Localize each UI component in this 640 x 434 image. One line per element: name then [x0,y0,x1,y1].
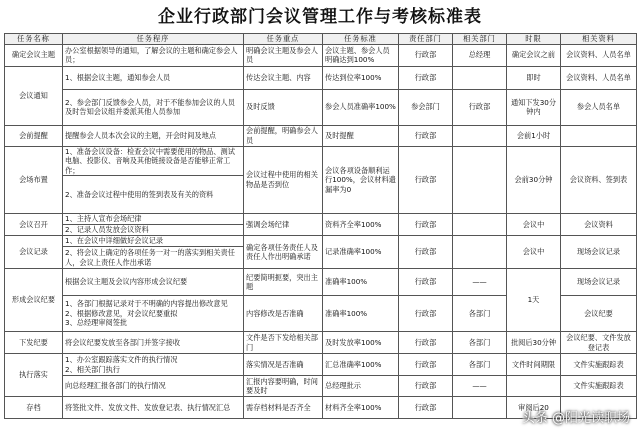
cell-key: 传达会议主题、内容 [244,66,323,89]
cell-standard: 及时发放率100% [323,332,399,354]
header-key-point: 任务重点 [244,34,323,45]
cell-procedure: 提醒参会人员本次会议的主题，开会时间及地点 [63,125,244,146]
table-row [5,214,637,225]
cell-procedure: 将签批文件、发放文件、发放登记表、执行情况汇总 [63,397,244,419]
cell-time: 即时 [507,66,561,89]
cell-related: 各部门 [453,332,507,354]
cell-procedure: 将会议纪要发放至各部门并签字接收 [63,332,244,354]
table-row [5,236,637,247]
cell-related [453,236,507,269]
cell-responsible: 行政部 [399,44,453,66]
cell-related [453,66,507,89]
page-title: 企业行政部门会议管理工作与考核标准表 [158,7,482,27]
cell-responsible: 行政部 [399,125,453,146]
cell-responsible: 参会部门 [399,89,453,125]
cell-procedure: 根据会议主题及会议内容形成会议纪要 [63,269,244,296]
cell-related: 各部门 [453,296,507,332]
cell-key: 文件是否下发给相关部门 [244,332,323,354]
cell-task: 存档 [5,397,63,419]
table-row [5,66,637,89]
cell-standard: 记录准确率100% [323,236,399,269]
table-row [5,269,637,296]
cell-responsible: 行政部 [399,146,453,214]
table-row [5,332,637,354]
table-row [5,146,637,176]
cell-procedure: 1、在会议中详细做好会议记录 [63,236,244,247]
cell-related: 各部门 [453,354,507,376]
cell-docs: 文件实施跟踪表 [561,354,637,376]
watermark: 头条 @阳光读职场 [521,411,630,426]
table-row [5,376,637,397]
cell-responsible: 行政部 [399,236,453,269]
header-task-name: 任务名称 [5,34,63,45]
cell-responsible: 行政部 [399,66,453,89]
cell-related [453,214,507,236]
cell-responsible: 行政部 [399,397,453,419]
cell-time: 会前1小时 [507,125,561,146]
cell-time: 审阅后20 [507,397,561,419]
cell-time: 会议中 [507,214,561,236]
cell-standard: 准确率100% [323,296,399,332]
procedure-line: 2、相关部门执行 [65,364,120,374]
cell-procedure: 向总经理汇报各部门的执行情况 [63,376,244,397]
cell-docs: 参会人员名单 [561,89,637,125]
cell-standard: 及时提醒 [323,125,399,146]
table-row [5,125,637,146]
cell-task: 会场布置 [5,146,63,214]
cell-related: 行政部 [453,89,507,125]
table-row [5,44,637,66]
cell-task: 会前提醒 [5,125,63,146]
cell-responsible: 行政部 [399,332,453,354]
cell-standard: 会议各项设备顺利运行100%，会议材料遗漏率为0 [323,146,399,214]
cell-docs [561,125,637,146]
cell-procedure: 2、记录人员发放会议资料 [63,225,244,236]
procedure-line: 2、根据修改意见，对会议纪要重拟 [65,308,178,318]
cell-key: 汇报内容要明确，时间要及时 [244,376,323,397]
cell-procedure: 1、根据会议主题，通知参会人员 [63,66,244,89]
table-row [5,354,637,376]
cell-time: 批阅后30分钟 [507,332,561,354]
cell-key: 需存档材料是否齐全 [244,397,323,419]
cell-key: 明确会议主题及参会人员 [244,44,323,66]
cell-docs: 文件实施跟踪表 [561,376,637,397]
cell-procedure: 2、参会部门反馈参会人员，对于不能参加会议的人员及时告知会议组并委派其他人员参加 [63,89,244,125]
cell-docs: 现场会议记录 [561,269,637,296]
cell-docs: 会议纪要 [561,296,637,332]
cell-responsible: 行政部 [399,296,453,332]
cell-procedure: 1、主持人宣布会场纪律 [63,214,244,225]
cell-time: 1天 [507,269,561,332]
cell-key: 强调会场纪律 [244,214,323,236]
cell-key: 确定各项任务责任人及责任人作出明确承诺 [244,236,323,269]
cell-procedure: 办公室根据领导的通知，了解会议的主题和确定参会人员； [63,44,244,66]
cell-related: 总经理 [453,44,507,66]
cell-standard: 材料齐全率100% [323,397,399,419]
cell-standard: 准确率100% [323,269,399,296]
cell-standard: 总经理批示 [323,376,399,397]
cell-related [453,397,507,419]
header-related: 相关部门 [453,34,507,45]
cell-procedure: 1、准备会议设备：检查会议中需要使用的物品、测试电脑、投影仪、音响及其他链接设备是否能够正常工作； [63,146,244,176]
cell-standard: 汇总准确率100% [323,354,399,376]
cell-related: —— [453,376,507,397]
cell-responsible: 行政部 [399,376,453,397]
cell-related [453,125,507,146]
cell-task: 会议召开 [5,214,63,236]
cell-related: —— [453,269,507,296]
cell-docs: 会议资料、人员名单 [561,44,637,66]
cell-time: 会议中 [507,236,561,269]
cell-standard: 参会人员准确率100% [323,89,399,125]
cell-task: 会议记录 [5,236,63,269]
cell-docs: 现场会议记录 [561,236,637,269]
header-standard: 任务标准 [323,34,399,45]
cell-responsible: 行政部 [399,269,453,296]
cell-time: 文件时间期限 [507,354,561,376]
cell-key: 落实情况是否准确 [244,354,323,376]
table-row [5,89,637,125]
cell-key: 纪要简明扼要，突出主题 [244,269,323,296]
cell-related [453,146,507,214]
cell-responsible: 行政部 [399,214,453,236]
cell-key: 会前提醒，明确参会人员 [244,125,323,146]
header-responsible: 责任部门 [399,34,453,45]
cell-docs: 会议资料 [561,214,637,236]
header-row [5,34,637,45]
cell-time [507,376,561,397]
cell-procedure: 2、准备会议过程中使用的签到表及有关的资料 [63,176,244,214]
cell-procedure: 2、将会议上确定的各项任务一对一的落实到相关责任人，会议上责任人作出承诺 [63,247,244,269]
procedure-line: 1、办公室跟踪落实文件的执行情况 [65,355,178,364]
cell-task: 下发纪要 [5,332,63,354]
assessment-table [4,33,637,419]
cell-key: 会议过程中使用的相关物品是否到位 [244,146,323,214]
cell-responsible: 行政部 [399,354,453,376]
cell-task: 会议通知 [5,66,63,125]
cell-time: 通知下发30分钟内 [507,89,561,125]
cell-task: 执行落实 [5,354,63,397]
cell-key: 及时反馈 [244,89,323,125]
cell-task: 形成会议纪要 [5,269,63,332]
header-documents: 相关资料 [561,34,637,45]
header-procedure: 任务程序 [63,34,244,45]
cell-time: 确定会议之前 [507,44,561,66]
header-time-limit: 时限 [507,34,561,45]
cell-docs: 会议纪要、文件发放登记表 [561,332,637,354]
cell-procedure [63,354,244,376]
procedure-line: 1、各部门根据记录对于不明确的内容提出修改意见 [65,299,228,309]
procedure-line: 3、总经理审阅签批 [65,318,128,328]
cell-task: 确定会议主题 [5,44,63,66]
cell-standard: 资料齐全率100% [323,214,399,236]
cell-standard: 传达到位率100% [323,66,399,89]
cell-docs: 会议资料、签到表 [561,146,637,214]
cell-time: 会前30分钟 [507,146,561,214]
cell-standard: 会议主题、参会人员明确达到100% [323,44,399,66]
cell-docs: 会议资料、人员名单 [561,66,637,89]
cell-procedure [63,296,244,332]
cell-key: 内容修改是否准确 [244,296,323,332]
